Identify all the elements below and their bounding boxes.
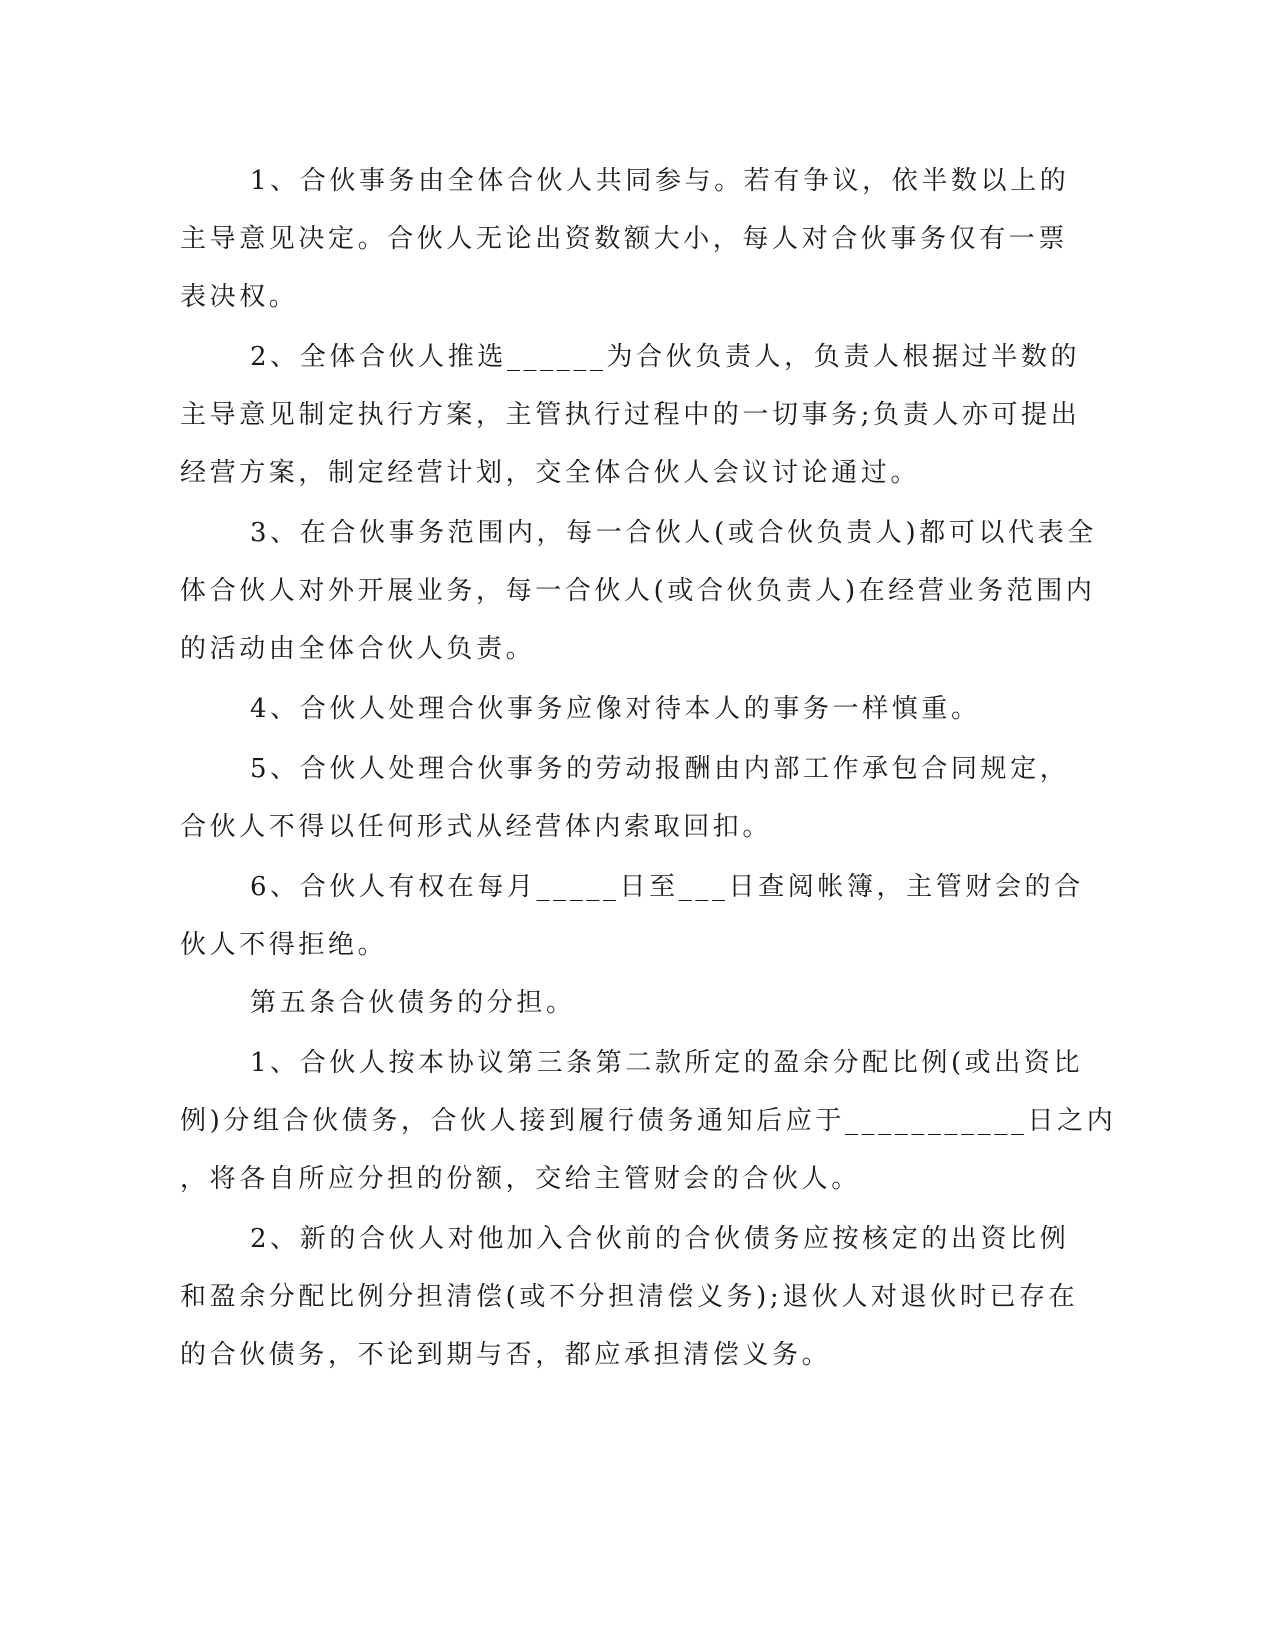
text-line: 伙人不得拒绝。 — [180, 930, 388, 960]
text-line: 2、新的合伙人对他加入合伙前的合伙债务应按核定的出资比例 — [250, 1224, 1070, 1254]
text-line: 3、在合伙事务范围内，每一合伙人(或合伙负责人)都可以代表全 — [250, 518, 1097, 548]
section-heading: 第五条合伙债务的分担。 — [250, 988, 576, 1018]
text-line: 5、合伙人处理合伙事务的劳动报酬由内部工作承包合同规定， — [250, 754, 1070, 784]
text-line: 6、合伙人有权在每月_____日至___日查阅帐簿，主管财会的合 — [250, 872, 1084, 902]
text-line: 1、合伙人按本协议第三条第二款所定的盈余分配比例(或出资比 — [250, 1048, 1084, 1078]
text-line: 2、全体合伙人推选______为合伙负责人，负责人根据过半数的 — [250, 342, 1081, 372]
text-line: 的活动由全体合伙人负责。 — [180, 634, 536, 664]
text-line: 例)分组合伙债务，合伙人接到履行债务通知后应于___________日之内 — [180, 1106, 1117, 1136]
text-line: 4、合伙人处理合伙事务应像对待本人的事务一样慎重。 — [250, 694, 981, 724]
text-line: 经营方案，制定经营计划，交全体合伙人会议讨论通过。 — [180, 458, 921, 488]
text-line: 体合伙人对外开展业务，每一合伙人(或合伙负责人)在经营业务范围内 — [180, 576, 1096, 606]
text-line: 1、合伙事务由全体合伙人共同参与。若有争议，依半数以上的 — [250, 166, 1070, 196]
text-line: ，将各自所应分担的份额，交给主管财会的合伙人。 — [180, 1164, 861, 1194]
text-line: 合伙人不得以任何形式从经营体内索取回扣。 — [180, 812, 773, 842]
text-line: 表决权。 — [180, 282, 299, 312]
text-line: 和盈余分配比例分担清偿(或不分担清偿义务);退伙人对退伙时已存在 — [180, 1282, 1079, 1312]
text-line: 主导意见决定。合伙人无论出资数额大小，每人对合伙事务仅有一票 — [180, 224, 1069, 254]
text-line: 主导意见制定执行方案，主管执行过程中的一切事务;负责人亦可提出 — [180, 400, 1081, 430]
text-line: 的合伙债务，不论到期与否，都应承担清偿义务。 — [180, 1340, 832, 1370]
